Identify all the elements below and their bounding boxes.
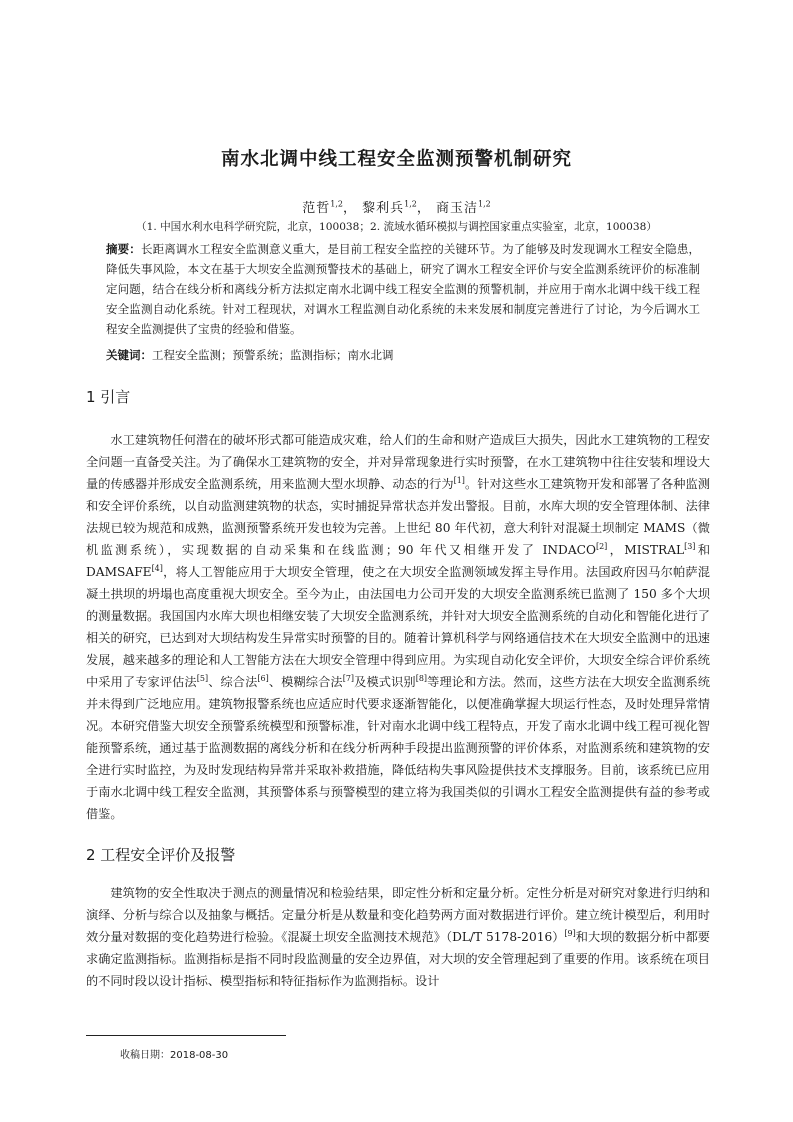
author-name: 商玉洁 (436, 201, 479, 216)
author-name: 黎利兵 (362, 201, 405, 216)
received-date-footnote: 收稿日期：2018-08-30 (120, 1050, 229, 1061)
keywords-text: 工程安全监测；预警系统；监测指标；南水北调 (152, 348, 394, 362)
keywords (106, 345, 700, 365)
section-1-paragraph: 水工建筑物任何潜在的破坏形式都可能造成灾难，给人们的生命和财产造成巨大损失，因此水工建筑物的工程安全问题一直备受关注。为了确保水工建筑物的安全，并对异常现象进行实时预警，在水工建筑物中往往安装和埋设大量的传感器并形成安全监测系统，用来监测大型水坝静、动态的行为[1]。针对这些水工建筑物开发和部署了各种监测和安全评价系统，以自动监测建筑物的状态，实时捕捉异常状态并发出警报。目前，水库大坝的安全管理体制、法律法规已较为规范和成熟，监测预警系统开发也较为完善。上世纪 80 年代初，意大利针对混凝土坝制定 MAMS（微机监测系统），实现数据的自动采集和在线监测；90 年代又相继开发了 INDACO[2]，MISTRAL[3]和 DAMSAFE[4]，将人工智能应用于大坝安全管理，使之在大坝安全监测领域发挥主导作用。法国政府因马尔帕萨混凝土拱坝的坍塌也高度重视大坝安全。至今为止，由法国电力公司开发的大坝安全监测系统已监测了 150 多个大坝的测量数据。我国国内水库大坝也相继安装了大坝安全监测系统，并针对大坝安全监测系统的自动化和智能化进行了相关的研究，已达到对大坝结构发生异常实时预警的目的。随着计算机科学与网络通信技术在大坝安全监测中的迅速发展，越来越多的理论和人工智能方法在大坝安全管理中得到应用。为实现自动化安全评价，大坝安全综合评价系统中采用了专家评估法[5]、综合法[6]、模糊综合法[7]及模式识别[8]等理论和方法。然而，这些方法在大坝安全监测系统并未得到广泛地应用。建筑物报警系统也应适应时代要求逐渐智能化，以便准确掌握大坝运行性态，及时处理异常情况。本研究借鉴大坝安全预警系统模型和预警标准，针对南水北调中线工程特点，开发了南水北调中线工程可视化智能预警系统，通过基于监测数据的离线分析和在线分析两种手段提出监测预警的评价体系，对监测系统和建筑物的安全进行实时监控，为及时发现结构异常并采取补救措施，降低结构失事风险提供技术支撑服务。目前，该系统已应用于南水北调中线工程安全监测，其预警体系与预警模型的建立将为我国类似的引调水工程安全监测提供有益的参考或借鉴。 (86, 433, 711, 821)
author-affiliation-mark: 1,2 (404, 199, 417, 209)
citation-mark: [1] (453, 475, 465, 485)
author-name: 范哲 (302, 201, 331, 216)
author-separator: ， (416, 201, 437, 216)
abstract (106, 239, 700, 339)
author-list (0, 197, 793, 216)
affiliations: （1. 中国水利水电科学研究院，北京，100038；2. 流域水循环模拟与调控国家重点实验室，北京，100038） (136, 221, 657, 233)
citation-mark: [8] (415, 673, 428, 683)
section-2-paragraph: 建筑物的安全性取决于测点的测量情况和检验结果，即定性分析和定量分析。定性分析是对研究对象进行归纳和演绎、分析与综合以及抽象与概括。定量分析是从数量和变化趋势两方面对数据进行评价。建立统计模型后，利用时效分量对数据的变化趋势进行检验。《混凝土坝安全监测技术规范》（DL/T 5178-2016）[9]和大坝的数据分析中都要求确定监测指标。监测指标是指不同时段监测量的安全边界值，对大坝的安全管理起到了重要的作用。该系统在项目的不同时段以设计指标、模型指标和特征指标作为监测指标。设计 (86, 886, 710, 988)
citation-mark: [5] (196, 673, 209, 683)
citation-mark: [7] (342, 673, 355, 683)
abstract-text: 长距离调水工程安全监测意义重大，是目前工程安全监控的关键环节。为了能够及时发现调水工程安全隐患，降低失事风险，本文在基于大坝安全监测预警技术的基础上，研究了调水工程安全评价与安全监测系统评价的标准制定问题，结合在线分析和离线分析方法拟定南水北调中线工程安全监测的预警机制，并应用于南水北调中线干线工程安全监测自动化系统。针对工程现状，对调水工程监测自动化系统的未来发展和制度完善进行了讨论，为今后调水工程安全监测提供了宝贵的经验和借鉴。 (106, 242, 700, 336)
section-heading-2: 2 工程安全评价及报警 (86, 846, 236, 864)
author-separator: ， (342, 201, 363, 216)
footnote-divider (86, 1035, 286, 1036)
author-affiliation-mark: 1,2 (478, 199, 491, 209)
keywords-label: 关键词： (106, 348, 152, 362)
author-affiliation-mark: 1,2 (330, 199, 343, 209)
citation-mark: [9] (564, 928, 576, 938)
section-heading-1: 1 引言 (86, 388, 131, 406)
citation-mark: [6] (257, 673, 269, 683)
citation-mark: [2] (595, 541, 608, 551)
abstract-label: 摘要： (106, 242, 141, 256)
paper-title: 南水北调中线工程安全监测预警机制研究 (220, 149, 572, 170)
citation-mark: [3] (684, 541, 696, 551)
citation-mark: [4] (151, 563, 163, 573)
